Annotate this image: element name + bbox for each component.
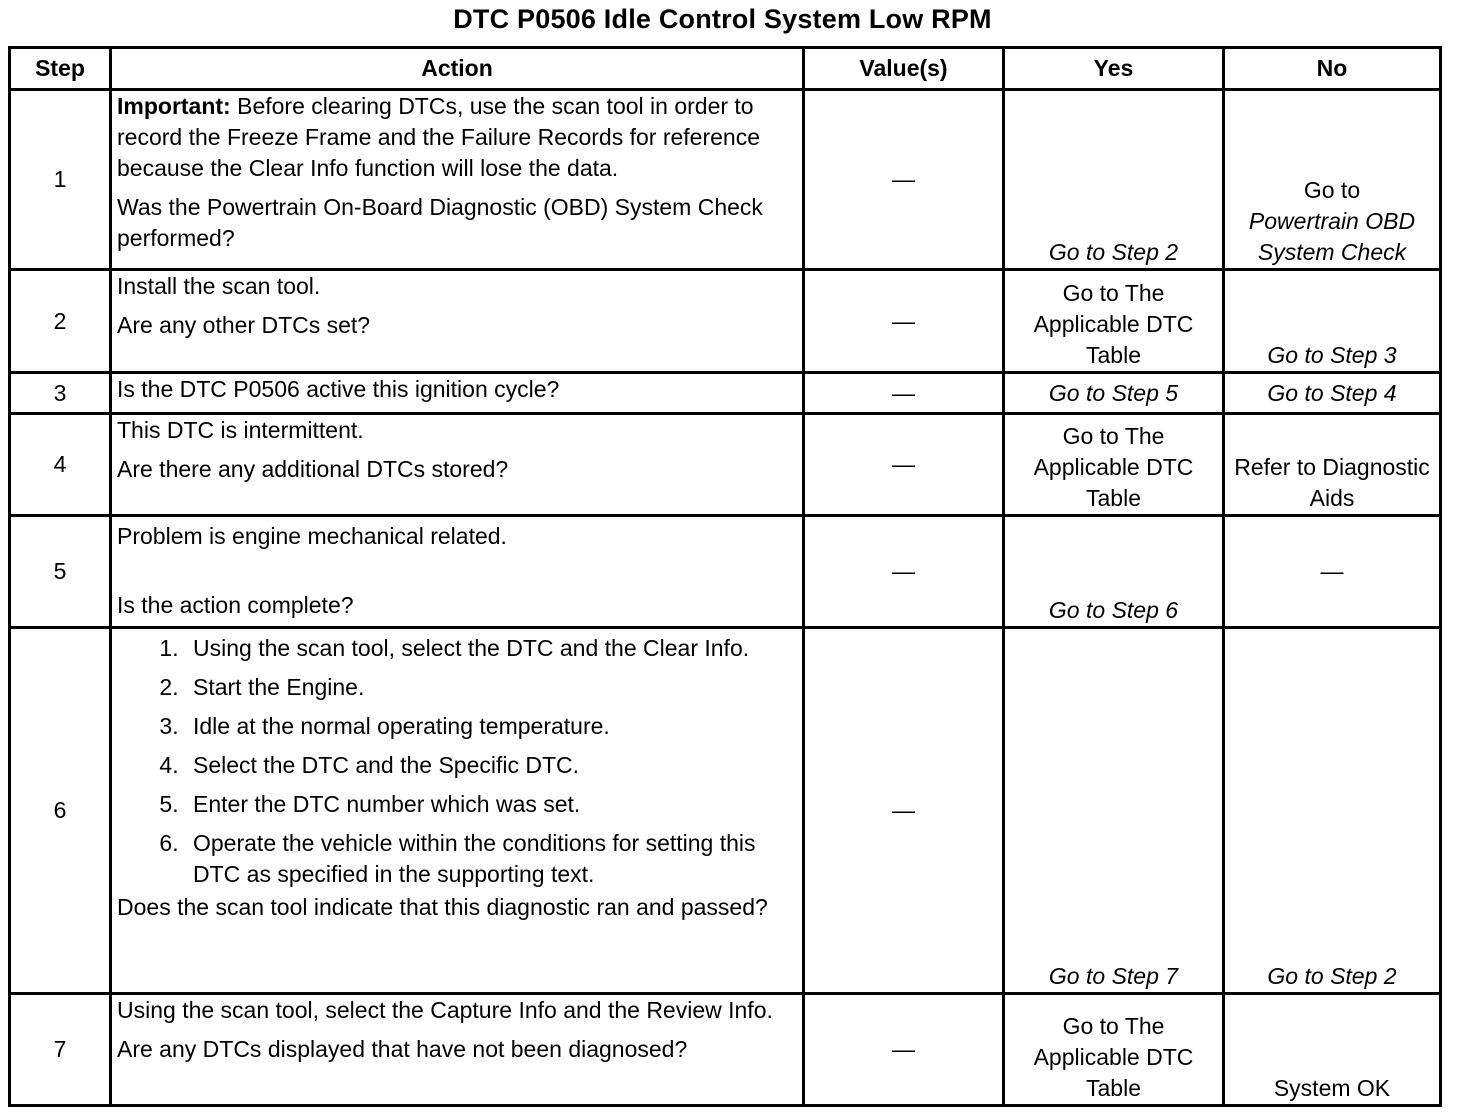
list-item: 2. Start the Engine. [185, 672, 797, 703]
list-item: 5. Enter the DTC number which was set. [185, 789, 797, 820]
step-number: 1 [10, 90, 111, 270]
table-row [10, 994, 1441, 1106]
table-row [10, 270, 1441, 373]
important-note [117, 91, 797, 184]
action-line: This DTC is intermittent. [117, 417, 364, 443]
header-step: Step [10, 48, 111, 90]
action-line: Problem is engine mechanical related. [117, 523, 507, 549]
table-row [10, 90, 1441, 270]
action-line: Install the scan tool. [117, 273, 321, 299]
step-number: 3 [10, 373, 111, 414]
action-question: Are there any additional DTCs stored? [117, 456, 509, 482]
list-item: 6. Operate the vehicle within the conditions for setting this DTC as specified in the supporting text. [185, 828, 797, 890]
value-cell: — [804, 90, 1004, 270]
action-question: Is the DTC P0506 active this ignition cycle? [117, 376, 560, 402]
header-no: No [1224, 48, 1441, 90]
value-cell: — [804, 414, 1004, 516]
table-row [10, 373, 1441, 414]
yes-result[interactable]: Go to Step 6 [1004, 516, 1224, 628]
diagnostic-table [8, 46, 1442, 1107]
step-number: 2 [10, 270, 111, 373]
important-text: Before clearing DTCs, use the scan tool in order to record the Freeze Frame and the Failure Records for reference because the Clear Info function will lose the data. [117, 93, 761, 181]
value-cell: — [804, 628, 1004, 994]
step-number: 6 [10, 628, 111, 994]
action-cell [111, 90, 804, 270]
action-question: Was the Powertrain On-Board Diagnostic (OBD) System Check performed? [117, 194, 763, 251]
no-link[interactable]: Powertrain OBD System Check [1248, 208, 1416, 265]
action-question: Are any other DTCs set? [117, 312, 371, 338]
list-item: 1. Using the scan tool, select the DTC and the Clear Info. [185, 633, 797, 664]
no-result[interactable]: Go to Step 4 [1224, 373, 1441, 414]
action-question: Is the action complete? [117, 592, 354, 618]
no-result[interactable]: Go to Step 3 [1224, 270, 1441, 373]
page-title: DTC P0506 Idle Control System Low RPM [453, 4, 992, 34]
list-item: 3. Idle at the normal operating temperature. [185, 711, 797, 742]
header-values: Value(s) [804, 48, 1004, 90]
yes-result[interactable]: Go to Step 5 [1004, 373, 1224, 414]
no-result[interactable]: Refer to Diagnostic Aids [1224, 414, 1441, 516]
action-cell [111, 373, 804, 414]
table-row [10, 414, 1441, 516]
important-label: Important: [117, 93, 231, 119]
no-prefix: Go to [1303, 177, 1361, 203]
yes-result[interactable]: Go to The Applicable DTC Table [1004, 994, 1224, 1106]
no-result: — [1224, 516, 1441, 628]
action-question: Does the scan tool indicate that this diagnostic ran and passed? [117, 894, 768, 920]
action-cell [111, 628, 804, 994]
header-action: Action [111, 48, 804, 90]
step-number: 5 [10, 516, 111, 628]
action-question: Are any DTCs displayed that have not been diagnosed? [117, 1036, 688, 1062]
header-yes: Yes [1004, 48, 1224, 90]
yes-result[interactable]: Go to Step 2 [1004, 90, 1224, 270]
action-cell [111, 414, 804, 516]
procedure-list [117, 633, 797, 890]
table-row [10, 516, 1441, 628]
value-cell: — [804, 270, 1004, 373]
value-cell: — [804, 994, 1004, 1106]
step-number: 7 [10, 994, 111, 1106]
yes-result[interactable]: Go to The Applicable DTC Table [1004, 270, 1224, 373]
action-cell [111, 270, 804, 373]
no-result[interactable] [1224, 90, 1441, 270]
action-cell [111, 994, 804, 1106]
no-result[interactable]: System OK [1224, 994, 1441, 1106]
value-cell: — [804, 373, 1004, 414]
table-row [10, 628, 1441, 994]
value-cell: — [804, 516, 1004, 628]
no-result[interactable]: Go to Step 2 [1224, 628, 1441, 994]
yes-result[interactable]: Go to Step 7 [1004, 628, 1224, 994]
table-header-row [10, 48, 1441, 90]
action-cell [111, 516, 804, 628]
step-number: 4 [10, 414, 111, 516]
list-item: 4. Select the DTC and the Specific DTC. [185, 750, 797, 781]
action-line: Using the scan tool, select the Capture Info and the Review Info. [117, 997, 773, 1023]
yes-result[interactable]: Go to The Applicable DTC Table [1004, 414, 1224, 516]
